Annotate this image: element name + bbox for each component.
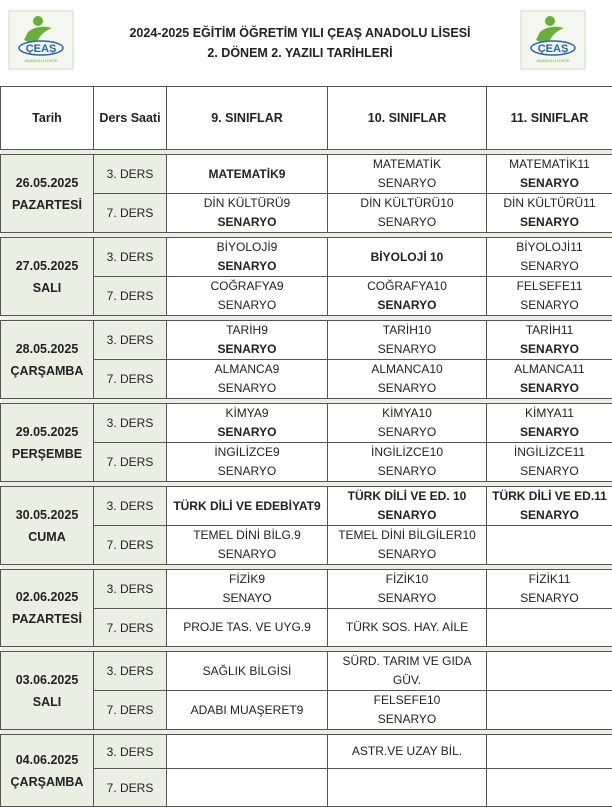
svg-text:ÇEAŞ: ÇEAŞ — [538, 43, 569, 55]
exam-cell-g9 — [167, 691, 328, 730]
exam-cell-g9 — [167, 238, 328, 277]
exam-subject: FELSEFE11 — [487, 277, 612, 296]
table-row — [1, 735, 612, 769]
exam-subject: ALMANCA11 — [487, 360, 612, 379]
exam-date: 04.06.2025 — [1, 749, 93, 771]
exam-subject: FİZİK9 — [167, 570, 327, 589]
exam-cell-g9 — [167, 443, 328, 482]
exam-subject: BİYOLOJİ 10 — [328, 248, 486, 267]
exam-subject: İNGİLİZCE11 — [487, 443, 612, 462]
exam-cell-g10 — [328, 194, 487, 233]
exam-weekday: PAZARTESİ — [1, 194, 93, 216]
exam-cell-g10 — [328, 526, 487, 565]
exam-cell-g9 — [167, 526, 328, 565]
svg-text:ANADOLU LİSESİ: ANADOLU LİSESİ — [25, 58, 58, 63]
lesson-slot: 3. DERS — [94, 321, 167, 360]
exam-cell-g11 — [487, 769, 612, 807]
table-row — [1, 238, 612, 277]
exam-subject: TARİH9 — [167, 321, 327, 340]
exam-subject: İNGİLİZCE9 — [167, 443, 327, 462]
exam-subject: DİN KÜLTÜRÜ9 — [167, 194, 327, 213]
exam-date: 27.05.2025 — [1, 255, 93, 277]
exam-cell-g11 — [487, 652, 612, 691]
exam-date: 03.06.2025 — [1, 669, 93, 691]
exam-format: SENARYO — [167, 423, 327, 442]
exam-weekday: SALI — [1, 691, 93, 713]
exam-cell-g10 — [328, 652, 487, 691]
exam-format: SENARYO — [167, 545, 327, 564]
exam-cell-g11 — [487, 321, 612, 360]
exam-subject: MATEMATİK11 — [487, 155, 612, 174]
exam-date-cell — [1, 404, 94, 482]
exam-date-cell — [1, 238, 94, 316]
column-header-slot: Ders Saati — [94, 87, 167, 150]
lesson-slot: 3. DERS — [94, 404, 167, 443]
lesson-slot: 7. DERS — [94, 769, 167, 807]
page-title: 2024-2025 EĞİTİM ÖĞRETİM YILI ÇEAŞ ANADOLU LİSESİ — [80, 26, 520, 40]
exam-date: 26.05.2025 — [1, 172, 93, 194]
exam-subject: FİZİK11 — [487, 570, 612, 589]
exam-format: SENARYO — [167, 462, 327, 481]
exam-format: SENARYO — [328, 340, 486, 359]
exam-format: SENARYO — [167, 213, 327, 232]
exam-cell-g10 — [328, 238, 487, 277]
exam-cell-g10 — [328, 735, 487, 769]
exam-cell-g9 — [167, 735, 328, 769]
exam-cell-g9 — [167, 487, 328, 526]
exam-cell-g11 — [487, 691, 612, 730]
exam-cell-g11 — [487, 155, 612, 194]
exam-date: 29.05.2025 — [1, 421, 93, 443]
exam-format: SENARYO — [328, 545, 486, 564]
exam-cell-g11 — [487, 277, 612, 316]
exam-weekday: ÇARŞAMBA — [1, 771, 93, 793]
lesson-slot: 7. DERS — [94, 691, 167, 730]
exam-format: SENARYO — [167, 257, 327, 276]
exam-format: SENARYO — [487, 340, 612, 359]
lesson-slot: 7. DERS — [94, 194, 167, 233]
school-logo-left — [8, 10, 74, 70]
exam-format: SENARYO — [167, 340, 327, 359]
exam-date: 28.05.2025 — [1, 338, 93, 360]
exam-cell-g11 — [487, 735, 612, 769]
exam-format: SENAYO — [167, 589, 327, 608]
exam-cell-g11 — [487, 443, 612, 482]
exam-date: 02.06.2025 — [1, 586, 93, 608]
exam-cell-g11 — [487, 238, 612, 277]
exam-date-cell — [1, 155, 94, 233]
lesson-slot: 7. DERS — [94, 277, 167, 316]
exam-subject: TÜRK DİLİ VE EDEBİYAT9 — [167, 497, 327, 516]
exam-format: SENARYO — [487, 174, 612, 193]
exam-subject: COĞRAFYA10 — [328, 277, 486, 296]
exam-format: SENARYO — [487, 213, 612, 232]
exam-format: SENARYO — [328, 462, 486, 481]
exam-format: SENARYO — [328, 423, 486, 442]
exam-cell-g10 — [328, 691, 487, 730]
exam-date-cell — [1, 487, 94, 565]
lesson-slot: 3. DERS — [94, 238, 167, 277]
exam-cell-g10 — [328, 609, 487, 647]
exam-subject: TÜRK SOS. HAY. AİLE — [328, 618, 486, 637]
exam-subject: TÜRK DİLİ VE ED.11 — [487, 487, 612, 506]
exam-cell-g9 — [167, 360, 328, 399]
lesson-slot: 7. DERS — [94, 360, 167, 399]
schedule-body — [1, 150, 612, 807]
lesson-slot: 3. DERS — [94, 487, 167, 526]
exam-cell-g9 — [167, 570, 328, 609]
exam-subject: KİMYA9 — [167, 404, 327, 423]
exam-cell-g10 — [328, 321, 487, 360]
exam-format: SENARYO — [487, 589, 612, 608]
table-row — [1, 487, 612, 526]
exam-cell-g9 — [167, 155, 328, 194]
exam-subject: SÜRD. TARIM VE GIDA — [328, 652, 486, 671]
exam-weekday: SALI — [1, 277, 93, 299]
exam-format: SENARYO — [328, 506, 486, 525]
exam-format: SENARYO — [328, 710, 486, 729]
exam-subject: ALMANCA9 — [167, 360, 327, 379]
exam-cell-g11 — [487, 609, 612, 647]
exam-date: 30.05.2025 — [1, 504, 93, 526]
exam-subject: BİYOLOJİ9 — [167, 238, 327, 257]
table-row — [1, 321, 612, 360]
svg-text:ANADOLU LİSESİ: ANADOLU LİSESİ — [537, 58, 570, 63]
exam-format: SENARYO — [487, 506, 612, 525]
exam-subject: FİZİK10 — [328, 570, 486, 589]
exam-cell-g9 — [167, 652, 328, 691]
table-row — [1, 570, 612, 609]
exam-format: SENARYO — [328, 589, 486, 608]
lesson-slot: 7. DERS — [94, 609, 167, 647]
exam-subject: COĞRAFYA9 — [167, 277, 327, 296]
column-header-grade-10: 10. SINIFLAR — [328, 87, 487, 150]
exam-subject: SAĞLIK BİLGİSİ — [167, 662, 327, 681]
exam-subject: BİYOLOJİ11 — [487, 238, 612, 257]
exam-cell-g9 — [167, 609, 328, 647]
exam-format: SENARYO — [167, 296, 327, 315]
table-row — [1, 155, 612, 194]
lesson-slot: 3. DERS — [94, 155, 167, 194]
exam-format: SENARYO — [487, 296, 612, 315]
exam-format: SENARYO — [328, 213, 486, 232]
exam-subject: FELSEFE10 — [328, 691, 486, 710]
exam-date-cell — [1, 652, 94, 730]
exam-date-cell — [1, 735, 94, 807]
exam-cell-g10 — [328, 277, 487, 316]
header — [0, 0, 612, 87]
lesson-slot: 3. DERS — [94, 735, 167, 769]
exam-cell-g11 — [487, 360, 612, 399]
exam-date-cell — [1, 321, 94, 399]
exam-subject: KİMYA10 — [328, 404, 486, 423]
exam-cell-g9 — [167, 277, 328, 316]
exam-subject: DİN KÜLTÜRÜ11 — [487, 194, 612, 213]
exam-cell-g11 — [487, 404, 612, 443]
exam-cell-g9 — [167, 404, 328, 443]
column-header-date: Tarih — [1, 87, 94, 150]
exam-cell-g9 — [167, 769, 328, 807]
page-subtitle: 2. DÖNEM 2. YAZILI TARİHLERİ — [80, 46, 520, 60]
exam-format: SENARYO — [487, 462, 612, 481]
table-header-row — [1, 87, 612, 150]
lesson-slot: 3. DERS — [94, 570, 167, 609]
exam-cell-g11 — [487, 570, 612, 609]
column-header-grade-11: 11. SINIFLAR — [487, 87, 612, 150]
exam-subject: TARİH11 — [487, 321, 612, 340]
exam-subject: MATEMATİK — [328, 155, 486, 174]
exam-cell-g9 — [167, 321, 328, 360]
exam-subject: MATEMATİK9 — [167, 165, 327, 184]
school-logo-right — [520, 10, 586, 70]
exam-subject: TÜRK DİLİ VE ED. 10 — [328, 487, 486, 506]
exam-weekday: ÇARŞAMBA — [1, 360, 93, 382]
exam-format: SENARYO — [487, 257, 612, 276]
column-header-grade-9: 9. SINIFLAR — [167, 87, 328, 150]
exam-date-cell — [1, 570, 94, 647]
exam-format: SENARYO — [487, 423, 612, 442]
exam-format: GÜV. — [328, 671, 486, 690]
exam-subject: DİN KÜLTÜRÜ10 — [328, 194, 486, 213]
schedule-table — [0, 86, 612, 807]
exam-cell-g9 — [167, 194, 328, 233]
exam-subject: TEMEL DİNİ BİLG.9 — [167, 526, 327, 545]
exam-weekday: CUMA — [1, 526, 93, 548]
exam-cell-g10 — [328, 443, 487, 482]
exam-subject: İNGİLİZCE10 — [328, 443, 486, 462]
exam-weekday: PAZARTESİ — [1, 608, 93, 630]
exam-format: SENARYO — [328, 296, 486, 315]
exam-cell-g11 — [487, 194, 612, 233]
exam-weekday: PERŞEMBE — [1, 443, 93, 465]
exam-cell-g10 — [328, 360, 487, 399]
exam-subject: ASTR.VE UZAY BİL. — [328, 742, 486, 761]
table-row — [1, 404, 612, 443]
exam-format: SENARYO — [167, 379, 327, 398]
exam-subject: ALMANCA10 — [328, 360, 486, 379]
exam-cell-g10 — [328, 487, 487, 526]
exam-subject: ADABI MUAŞERET9 — [167, 701, 327, 720]
exam-cell-g10 — [328, 570, 487, 609]
exam-subject: KİMYA11 — [487, 404, 612, 423]
table-row — [1, 652, 612, 691]
exam-subject: TEMEL DİNİ BİLGİLER10 — [328, 526, 486, 545]
exam-cell-g11 — [487, 526, 612, 565]
exam-subject: PROJE TAS. VE UYG.9 — [167, 618, 327, 637]
exam-cell-g10 — [328, 404, 487, 443]
exam-format: SENARYO — [487, 379, 612, 398]
svg-text:ÇEAŞ: ÇEAŞ — [26, 43, 57, 55]
exam-cell-g10 — [328, 769, 487, 807]
exam-format: SENARYO — [328, 379, 486, 398]
exam-subject: TARİH10 — [328, 321, 486, 340]
lesson-slot: 7. DERS — [94, 526, 167, 565]
exam-cell-g10 — [328, 155, 487, 194]
exam-cell-g11 — [487, 487, 612, 526]
exam-format: SENARYO — [328, 174, 486, 193]
lesson-slot: 7. DERS — [94, 443, 167, 482]
lesson-slot: 3. DERS — [94, 652, 167, 691]
